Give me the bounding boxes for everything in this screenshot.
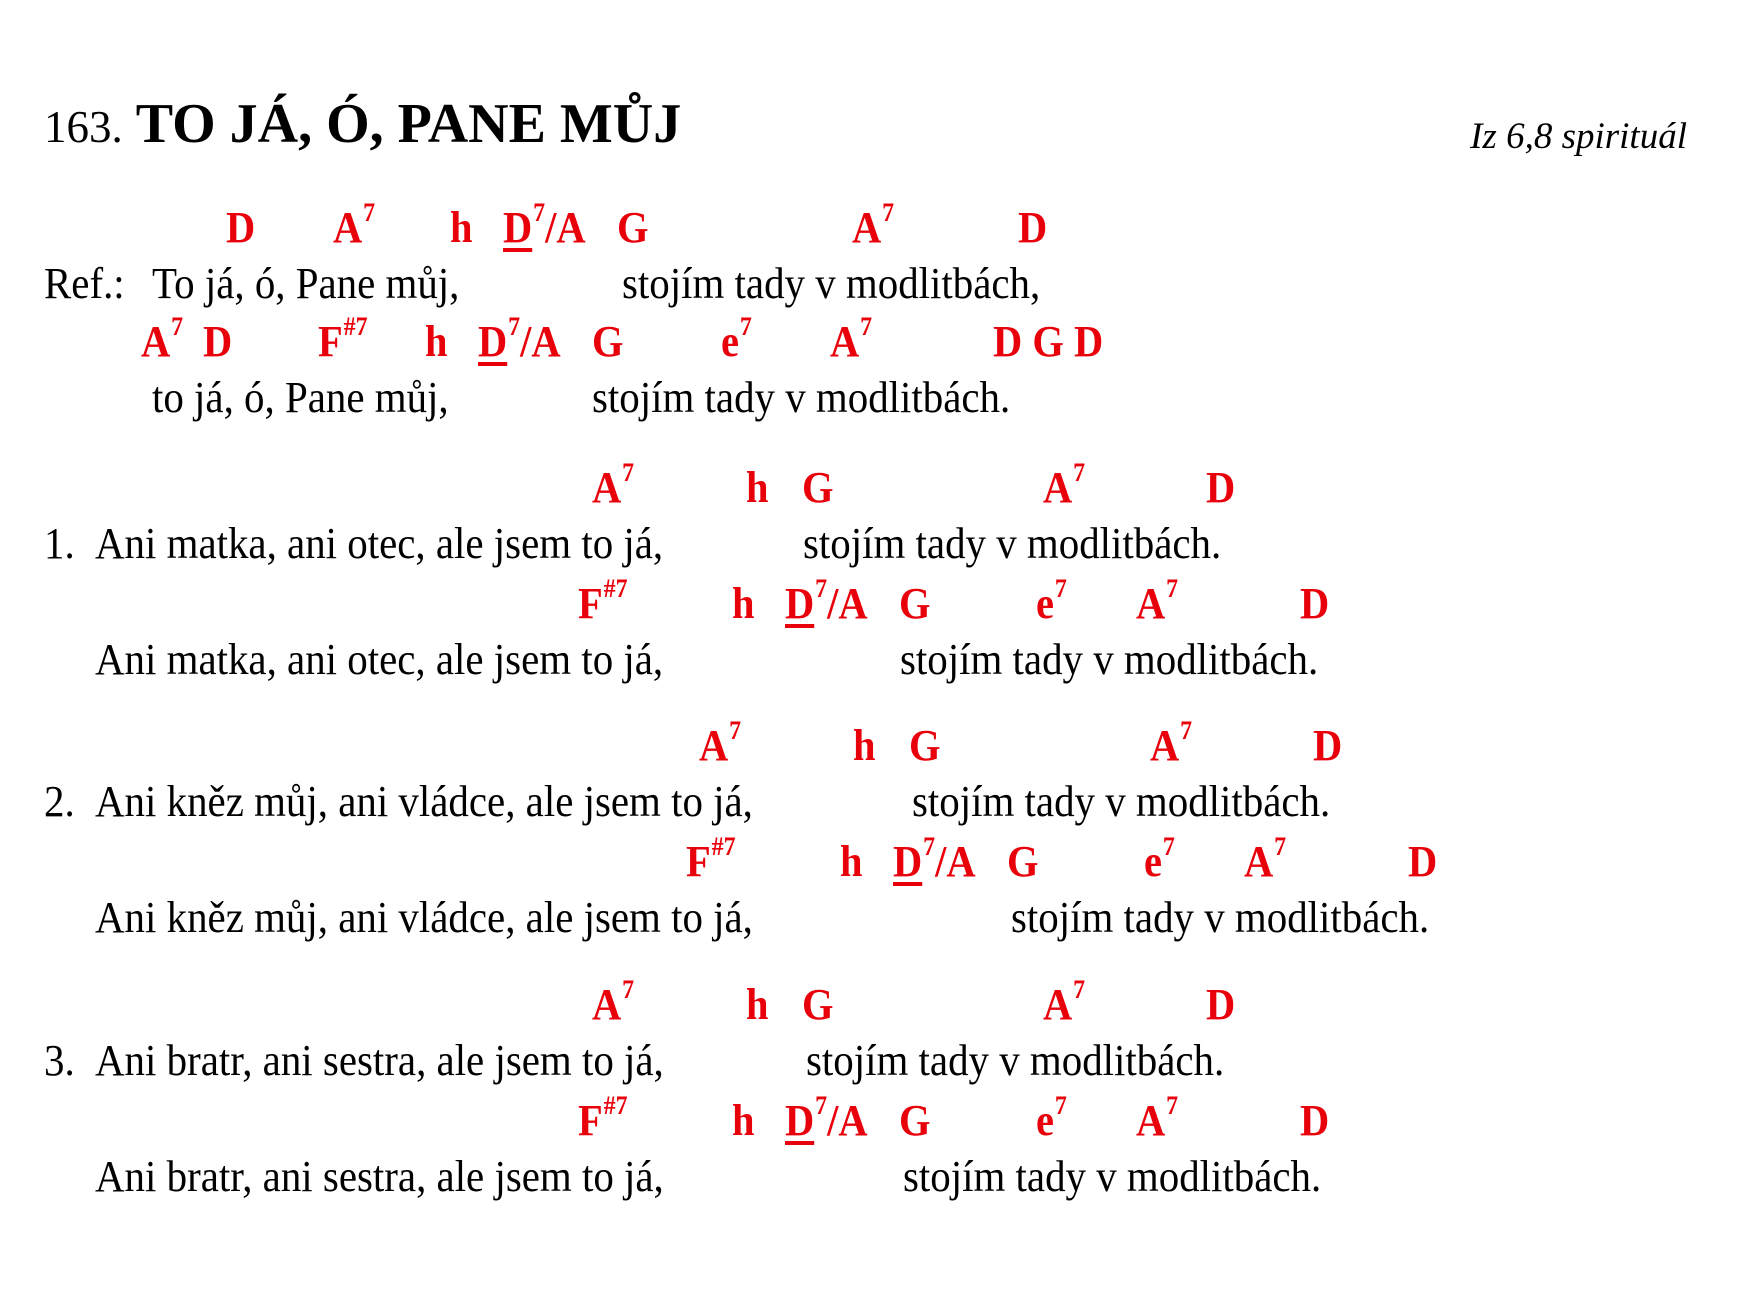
chord: $A^7$ [852,198,895,252]
song-title: TO JÁ, Ó, PANE MŮJ [135,93,682,155]
refrain-lyric-2b: stojím tady v modlitbách. [592,373,1011,422]
chord: G [899,579,931,628]
chord: $F^{\#7}$ [578,574,628,628]
verse-lyric-1a: Ani bratr, ani sestra, ale jsem to já, [95,1036,664,1085]
chord: G [909,721,941,770]
chord: $A^7$ [1043,975,1086,1029]
chord: D [1206,980,1236,1029]
chord: D [226,203,256,252]
chord: D G D [993,317,1104,366]
chord: h [425,317,448,366]
verse-number: 2. [44,777,75,826]
chord: $D^7/A$ [893,832,976,886]
chord: h [450,203,473,252]
verse-lyric-1b: stojím tady v modlitbách. [806,1036,1225,1085]
chord: $A^7$ [141,312,184,366]
verse-lyric-1a: Ani kněz můj, ani vládce, ale jsem to já, [95,777,753,826]
verse-lyric-1b: stojím tady v modlitbách. [803,519,1222,568]
chord: $e^7$ [1036,574,1067,628]
verse-lyric-2b: stojím tady v modlitbách. [903,1152,1322,1201]
chord: $D^7/A$ [785,1091,868,1145]
chord: $A^7$ [592,458,635,512]
chord: $A^7$ [1136,1091,1179,1145]
refrain-lyric-2a: to já, ó, Pane můj, [152,373,449,422]
chord: $e^7$ [1144,832,1175,886]
chord: $A^7$ [699,716,742,770]
song-heading [44,93,682,155]
chord: $A^7$ [592,975,635,1029]
chord: G [899,1096,931,1145]
chord: G [617,203,649,252]
chord: $F^{\#7}$ [578,1091,628,1145]
verse-number: 1. [44,519,75,568]
verse-lyric-1b: stojím tady v modlitbách. [912,777,1331,826]
refrain-lyric-1b: stojím tady v modlitbách, [622,259,1041,308]
chord: $D^7/A$ [785,574,868,628]
refrain-lyric-1a: To já, ó, Pane můj, [152,259,460,308]
verse-number: 3. [44,1036,75,1085]
chord: $D^7/A$ [478,312,561,366]
verse-lyric-1a: Ani matka, ani otec, ale jsem to já, [95,519,664,568]
chord: D [1300,579,1330,628]
song-number: 163. [44,102,123,152]
verse-lyric-2a: Ani kněz můj, ani vládce, ale jsem to já, [95,893,753,942]
chord: h [840,837,863,886]
chord: h [746,463,769,512]
chord: D [203,317,233,366]
chord: G [592,317,624,366]
chord: D [1300,1096,1330,1145]
chord: G [1007,837,1039,886]
chord: D [1206,463,1236,512]
chord: $e^7$ [1036,1091,1067,1145]
verse-lyric-2a: Ani bratr, ani sestra, ale jsem to já, [95,1152,664,1201]
chord: $A^7$ [1244,832,1287,886]
chord: D [1018,203,1048,252]
chord: $F^{\#7}$ [686,832,736,886]
chord: $F^{\#7}$ [318,312,368,366]
chord: $A^7$ [1150,716,1193,770]
chord: h [732,1096,755,1145]
chord: D [1313,721,1343,770]
chord: $D^7/A$ [503,198,586,252]
chord: h [732,579,755,628]
verse-lyric-2a: Ani matka, ani otec, ale jsem to já, [95,635,664,684]
chord: G [802,463,834,512]
chord: G [802,980,834,1029]
chord: D [1408,837,1438,886]
chord: h [746,980,769,1029]
chord: h [853,721,876,770]
verse-lyric-2b: stojím tady v modlitbách. [900,635,1319,684]
refrain-label: Ref.: [44,259,125,308]
chord: $A^7$ [333,198,376,252]
chord: $e^7$ [721,312,752,366]
chord: $A^7$ [830,312,873,366]
song-source: Iz 6,8 spirituál [1470,116,1687,157]
verse-lyric-2b: stojím tady v modlitbách. [1011,893,1430,942]
chord: $A^7$ [1043,458,1086,512]
chord: $A^7$ [1136,574,1179,628]
